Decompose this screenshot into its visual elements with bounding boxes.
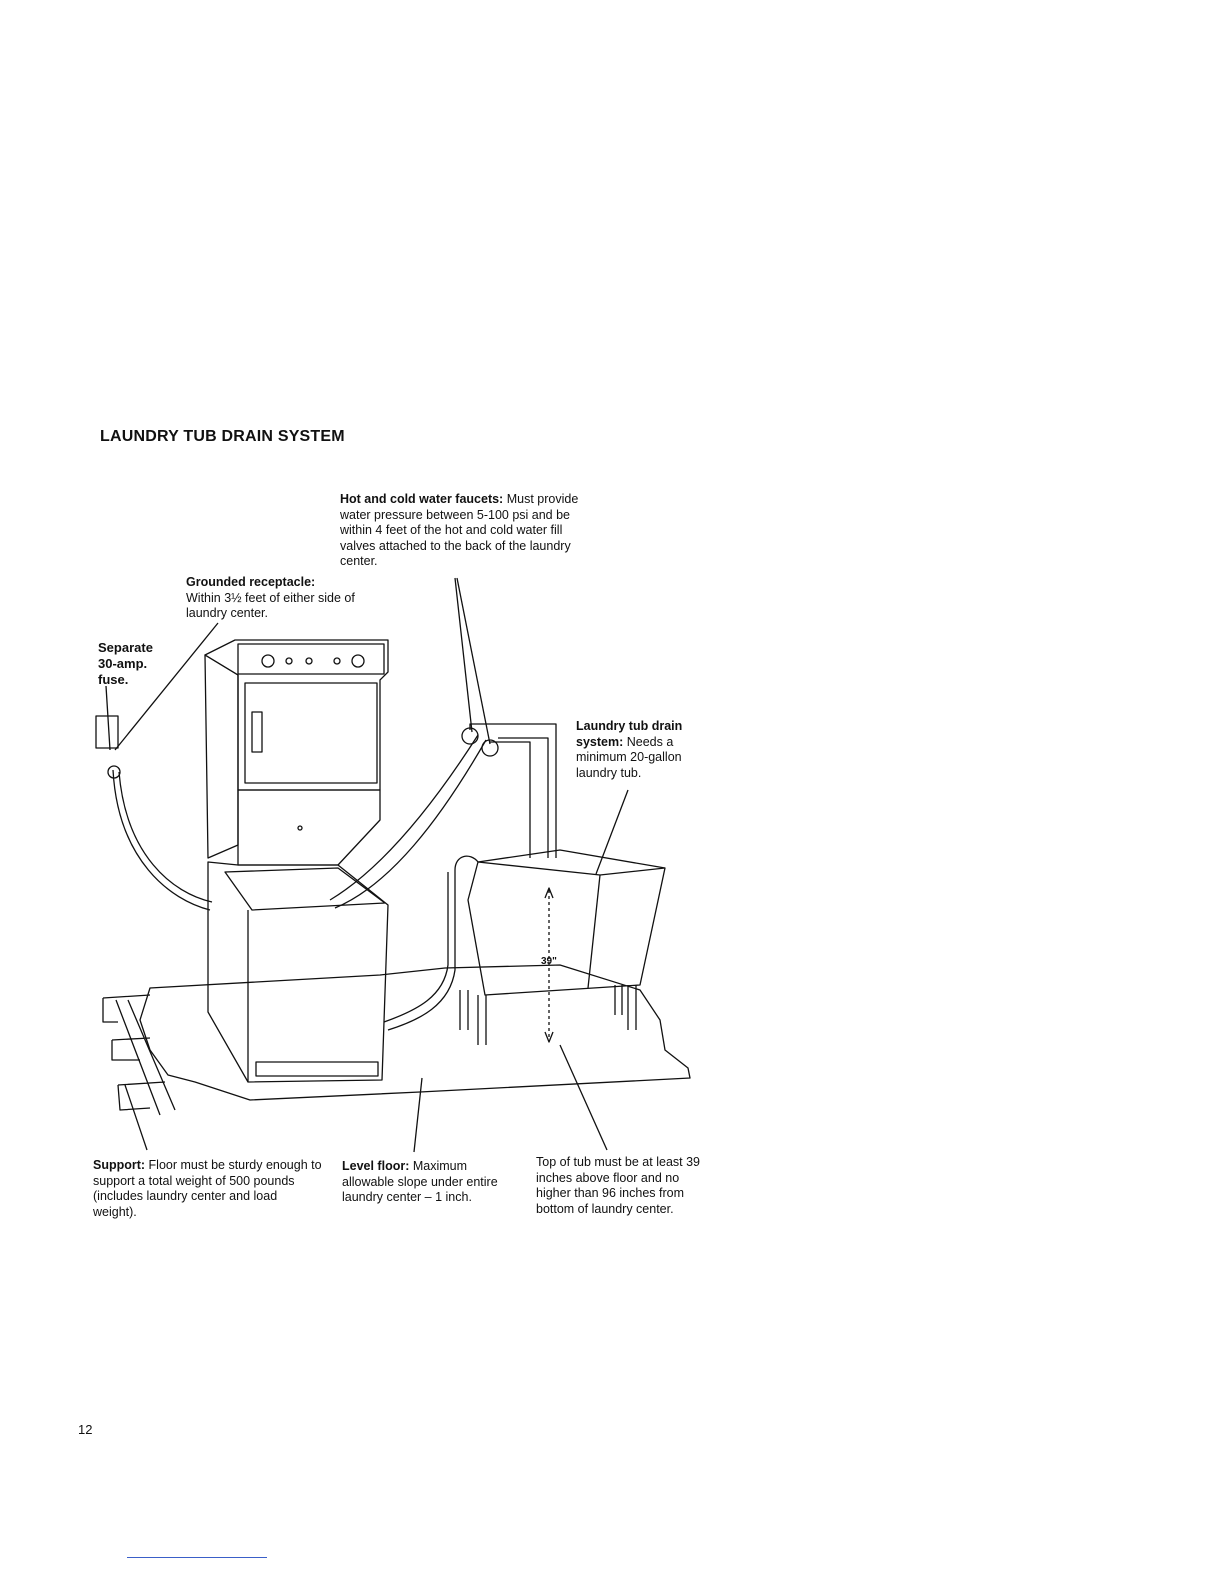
receptacle-label: Grounded receptacle:	[186, 575, 316, 589]
dryer-front	[205, 655, 238, 858]
faucet-leader-b	[457, 578, 490, 744]
cord-inner	[119, 772, 212, 902]
floor-joists	[103, 995, 175, 1115]
level-leader	[414, 1078, 422, 1152]
dryer-door	[245, 683, 377, 783]
drain-callout	[576, 719, 716, 781]
bottom-rule	[127, 1557, 267, 1558]
tub-legs	[460, 985, 636, 1045]
level-floor-callout	[342, 1159, 512, 1206]
washer-console	[238, 790, 380, 865]
fuse-callout: Separate 30-amp. fuse.	[98, 640, 153, 687]
tub-height-leader	[560, 1045, 607, 1150]
fill-hoses	[330, 735, 486, 908]
receptacle-text: Within 3½ feet of either side of laundry center.	[186, 590, 355, 620]
receptacle-box	[96, 716, 118, 748]
support-text: Floor must be sturdy enough to support a total weight of 500 pounds (includes laundry center and load weight).	[93, 1158, 322, 1219]
tub-height-callout: Top of tub must be at least 39 inches above floor and no higher than 96 inches from bottom of laundry center.	[536, 1155, 700, 1216]
dryer-handle	[252, 712, 262, 752]
support-leader	[125, 1085, 147, 1150]
washer-cabinet	[208, 862, 388, 1082]
section-title: LAUNDRY TUB DRAIN SYSTEM	[100, 428, 345, 445]
fuse-leader	[106, 686, 110, 750]
support-callout	[93, 1158, 323, 1220]
drain-hose	[388, 856, 478, 1030]
level-label: Level floor:	[342, 1159, 410, 1173]
faucets-text: Must provide water pressure between 5-100 psi and be within 4 feet of the hot and cold water fill valves attached to the back of the laundry center.	[340, 492, 579, 568]
hot-faucet	[462, 728, 478, 744]
dimension-label: 39"	[541, 956, 557, 967]
washer-top	[225, 868, 385, 910]
faucet-leader-a	[455, 578, 472, 732]
support-label: Support:	[93, 1158, 146, 1172]
floor-slab	[140, 965, 690, 1100]
power-cord	[113, 770, 210, 910]
washer-kickplate	[256, 1062, 378, 1076]
faucets-callout	[340, 492, 600, 570]
dryer-cabinet	[205, 640, 388, 790]
drain-label: Laundry tub drain system:	[576, 719, 683, 749]
page-number: 12	[78, 1422, 93, 1437]
receptacle-callout	[186, 575, 356, 622]
drain-text: Needs a minimum 20-gallon laundry tub.	[576, 734, 682, 780]
faucets-label: Hot and cold water faucets:	[340, 492, 504, 506]
level-text: Maximum allowable slope under entire laundry center – 1 inch.	[342, 1159, 498, 1204]
